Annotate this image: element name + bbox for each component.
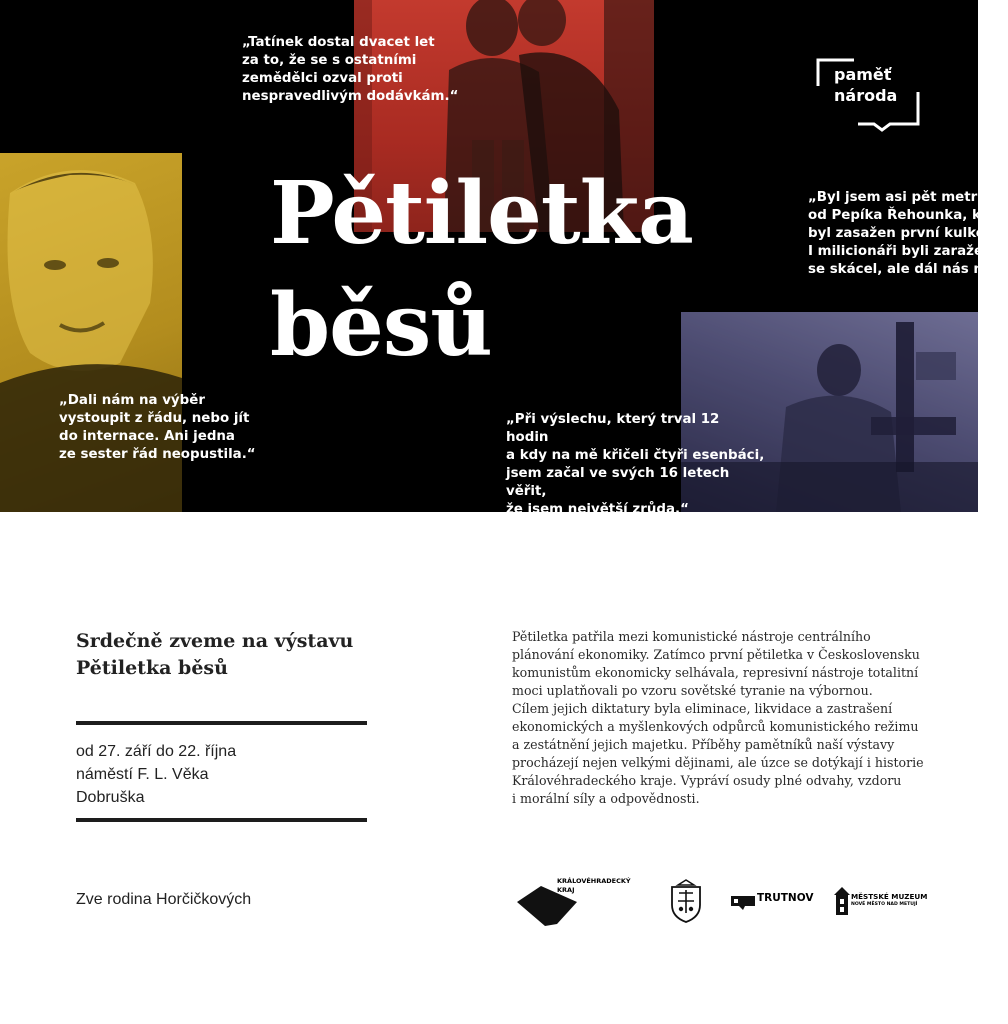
muzeum-tower-icon [834, 886, 850, 916]
partner-kralovehradecky-kraj[interactable] [515, 876, 635, 928]
muzeum-title: MĚSTSKÉ MUZEUM [851, 892, 928, 901]
host-line: Zve rodina Horčičkových [76, 891, 252, 908]
quote-pepik: „Byl jsem asi pět metrů od Pepíka Řehounka, kte byl zasažen první kulkou I milicionáři byli zaražen se skácel, ale dál nás nep [808, 190, 1002, 277]
partner-crest[interactable] [670, 879, 702, 923]
divider-bottom [76, 818, 367, 822]
coat-of-arms-icon [670, 879, 702, 923]
muzeum-subtitle: NOVÉ MĚSTO NAD METUJÍ [851, 902, 918, 907]
trutnov-dragon-icon [731, 891, 757, 911]
divider-top [76, 721, 367, 725]
quote-sestry: „Dali nám na výběr vystoupit z řádu, nebo jít do internace. Ani jedna ze sester řád neopustila.“ [59, 393, 256, 462]
exhibition-description: Pětiletka patřila mezi komunistické nástroje centrálního plánování ekonomiky. Zatímco první pětiletka v Československu komunistům ekonomicky selhávala, represivní nástroje totalitní moci uplatňovali po vzoru sovětské tyranie na výbornou. Cílem jejich diktatury byla eliminace, likvidace a zastrašení ekonomických a myšlenkových odpůrců komunistického režimu a zestátnění jejich majetku. Příběhy pamětníků naší výstavy procházejí nejen velkými dějinami, ale úzce se dotýkají i historie Královéhradeckého kraje. Vypráví osudy plné odvahy, vzdoru i morální síly a odpovědnosti. [512, 629, 924, 806]
kraj-label: KRÁLOVÉHRADECKÝ KRAJ [557, 877, 631, 894]
pamet-naroda-logo[interactable] [816, 58, 920, 128]
trutnov-label: TRUTNOV [757, 892, 814, 904]
invitation-heading: Srdečně zveme na výstavu Pětiletka běsů [76, 630, 354, 679]
exhibition-details: od 27. září do 22. října náměstí F. L. Věka Dobruška [76, 743, 237, 806]
exhibition-title: Pětiletka běsů [270, 163, 693, 376]
quote-vyslech: „Při výslechu, který trval 12 hodin a kdy na mě křičeli čtyři esenbáci, jsem začal ve svých 16 letech věřit, že jsem největší zrůda.“ [506, 412, 765, 517]
partner-mestske-muzeum[interactable] [834, 886, 928, 916]
partner-trutnov[interactable] [731, 891, 814, 911]
logo-text: paměť národa [834, 65, 898, 105]
quote-tatinek: „Tatínek dostal dvacet let za to, že se s ostatními zemědělci ozval proti nespravedlivým dodávkám.“ [242, 35, 459, 104]
